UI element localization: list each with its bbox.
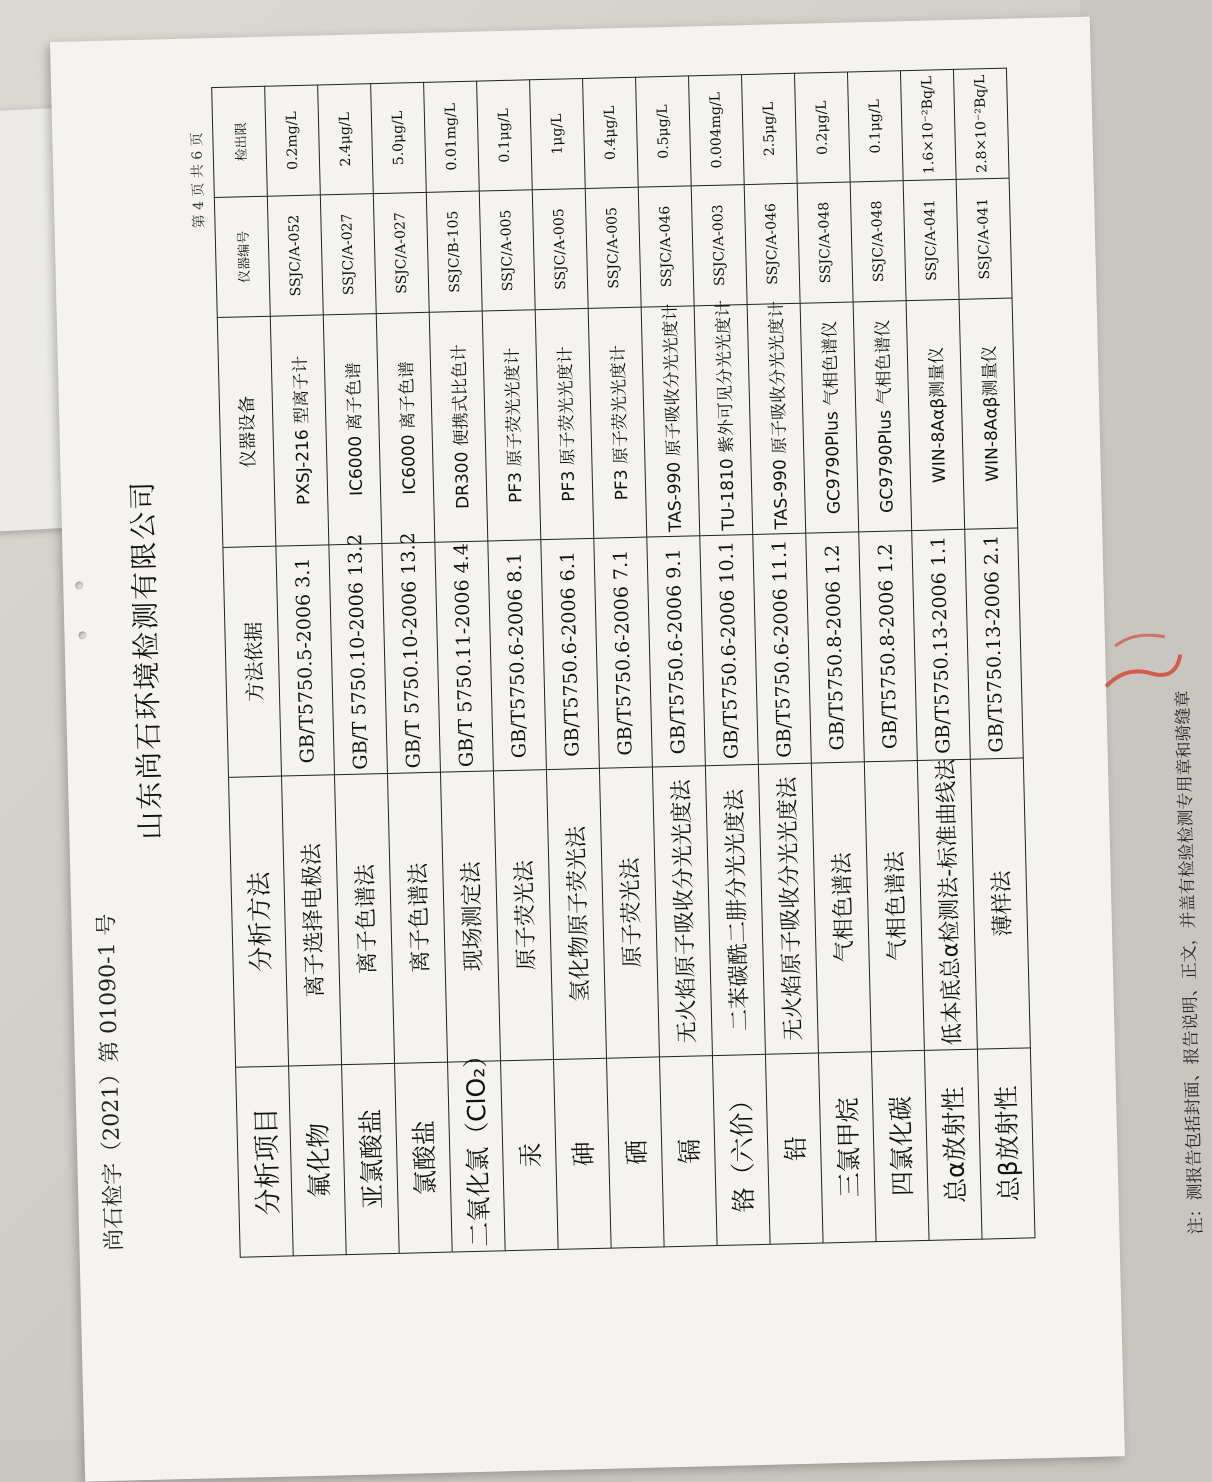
cell-instrument-code: SSJC/A-027 (320, 194, 376, 315)
cell-basis: GB/T5750.8-2006 1.2 (859, 531, 918, 762)
cell-basis: GB/T5750.6-2006 7.1 (594, 537, 653, 768)
cell-instrument: TAS-990 原子吸收分光光度计 (747, 303, 806, 534)
cell-instrument-code: SSJC/A-027 (373, 192, 429, 313)
cell-item: 铬（六价） (712, 1054, 770, 1245)
column-header-instrument-code: 仪器编号 (214, 196, 270, 317)
cell-instrument-code: SSJC/A-041 (956, 178, 1012, 299)
red-seal-stamp-icon (1095, 624, 1187, 696)
cell-detection-limit: 2.8×10⁻²Bq/L (953, 68, 1009, 179)
cell-basis: GB/T5750.6-2006 10.1 (700, 534, 759, 765)
column-header-method: 分析方法 (229, 776, 289, 1067)
cell-method: 原子荧光法 (599, 767, 659, 1058)
cell-item: 三氯甲烷 (818, 1052, 876, 1243)
cell-basis: GB/T 5750.10-2006 13.2 (329, 544, 388, 775)
cell-instrument-code: SSJC/A-005 (532, 188, 588, 309)
cell-method: 离子色谱法 (334, 773, 394, 1064)
cell-basis: GB/T 5750.10-2006 13.2 (382, 542, 441, 773)
cell-item: 砷 (554, 1058, 612, 1249)
cell-detection-limit: 0.5μg/L (636, 76, 692, 187)
cell-detection-limit: 0.1μg/L (847, 71, 903, 182)
cell-instrument-code: SSJC/A-005 (479, 190, 535, 311)
cell-basis: GB/T5750.6-2006 9.1 (647, 536, 706, 767)
cell-instrument-code: SSJC/A-048 (850, 181, 906, 302)
cell-method: 原子荧光法 (493, 770, 553, 1061)
report-page (50, 17, 1207, 1482)
cell-detection-limit: 1μg/L (530, 78, 586, 189)
cell-item: 亚氯酸盐 (342, 1063, 400, 1254)
cell-item: 汞 (501, 1060, 559, 1251)
cell-detection-limit: 0.004mg/L (689, 75, 745, 186)
cell-method: 无火焰原子吸收分光光度法 (758, 763, 818, 1054)
cell-method: 无火焰原子吸收分光光度法 (652, 766, 712, 1057)
cell-instrument: GC9790Plus 气相色谱仪 (853, 301, 912, 532)
cell-item: 总β放射性 (977, 1048, 1035, 1239)
cell-detection-limit: 0.2μg/L (794, 72, 850, 183)
report-number: 尚石检字（2021）第 01090-1 号 (94, 913, 128, 1252)
cell-method: 气相色谱法 (864, 761, 924, 1052)
cell-item: 铅 (765, 1053, 823, 1244)
cell-basis: GB/T5750.13-2006 2.1 (965, 528, 1024, 759)
cell-instrument-code: SSJC/A-005 (585, 187, 641, 308)
cell-instrument: TU-1810 紫外可见分光光度计 (694, 305, 753, 536)
cell-method: 薄样法 (970, 758, 1030, 1049)
cell-method: 离子选择电极法 (282, 775, 342, 1066)
cell-item: 四氯化碳 (871, 1050, 929, 1241)
cell-instrument: GC9790Plus 气相色谱仪 (800, 302, 859, 533)
column-header-detection-limit: 检出限 (212, 86, 268, 197)
cell-instrument: TAS-990 原子吸收分光光度计 (641, 306, 700, 537)
cell-detection-limit: 0.01mg/L (424, 81, 480, 192)
cell-item: 氟化物 (289, 1065, 347, 1256)
cell-detection-limit: 2.4μg/L (318, 84, 374, 195)
cell-item: 总α放射性 (924, 1049, 982, 1240)
cell-detection-limit: 0.2mg/L (265, 85, 321, 196)
cell-basis: GB/T 5750.11-2006 4.4 (435, 541, 494, 772)
cell-detection-limit: 2.5μg/L (742, 73, 798, 184)
cell-detection-limit: 1.6×10⁻²Bq/L (900, 69, 956, 180)
cell-method: 离子色谱法 (387, 772, 447, 1063)
cell-method: 二苯碳酰二肼分光光度法 (705, 764, 765, 1055)
cell-instrument-code: SSJC/A-046 (744, 183, 800, 304)
cell-basis: GB/T5750.13-2006 1.1 (912, 529, 971, 760)
cell-instrument: PF3 原子荧光光度计 (588, 307, 647, 538)
cell-item: 二氧化氯（ClO₂） (448, 1061, 506, 1252)
cell-instrument-code: SSJC/A-048 (797, 182, 853, 303)
company-name: 山东尚石环境检测有限公司 (125, 479, 168, 841)
cell-item: 镉 (659, 1056, 717, 1247)
cell-detection-limit: 5.0μg/L (371, 82, 427, 193)
cell-instrument: PXSJ-216 型离子计 (270, 315, 329, 546)
cell-detection-limit: 0.4μg/L (583, 77, 639, 188)
cell-instrument-code: SSJC/A-046 (638, 186, 694, 307)
cell-instrument: PF3 原子荧光光度计 (482, 310, 541, 541)
cell-basis: GB/T5750.6-2006 8.1 (488, 540, 547, 771)
cell-method: 低本底总α检测法-标准曲线法 (917, 759, 977, 1050)
cell-instrument: IC6000 离子色谱 (323, 314, 382, 545)
column-header-item: 分析项目 (236, 1066, 294, 1257)
cell-method: 氢化物原子荧光法 (546, 768, 606, 1059)
cell-instrument-code: SSJC/A-052 (267, 195, 323, 316)
cell-instrument: WIN-8Aαβ测量仪 (959, 298, 1018, 529)
cell-instrument-code: SSJC/A-041 (903, 179, 959, 300)
page-number: 第 4 页 共 6 页 (189, 132, 208, 229)
cell-instrument-code: SSJC/B-105 (426, 191, 482, 312)
cell-instrument: IC6000 离子色谱 (376, 312, 435, 543)
cell-instrument: PF3 原子荧光光度计 (535, 308, 594, 539)
cell-instrument-code: SSJC/A-003 (691, 185, 747, 306)
cell-item: 硒 (606, 1057, 664, 1248)
cell-basis: GB/T5750.8-2006 1.2 (806, 532, 865, 763)
rotated-report-content (62, 37, 1207, 1261)
cell-method: 气相色谱法 (811, 762, 871, 1053)
cell-instrument: DR300 便携式比色计 (429, 311, 488, 542)
cell-instrument: WIN-8Aαβ测量仪 (906, 299, 965, 530)
cell-basis: GB/T5750.5-2006 3.1 (276, 545, 335, 776)
cell-item: 氯酸盐 (395, 1062, 453, 1253)
cell-basis: GB/T5750.6-2006 6.1 (541, 538, 600, 769)
cell-basis: GB/T5750.6-2006 11.1 (753, 533, 812, 764)
column-header-basis: 方法依据 (223, 546, 282, 777)
footer-note: 注：测报告包括封面、报告说明、正文，并盖有检验检测专用章和骑缝章 (1173, 690, 1207, 1235)
cell-detection-limit: 0.1μg/L (477, 80, 533, 191)
column-header-instrument: 仪器设备 (217, 316, 276, 547)
analysis-methods-table (211, 68, 1035, 1258)
cell-method: 现场测定法 (440, 771, 500, 1062)
